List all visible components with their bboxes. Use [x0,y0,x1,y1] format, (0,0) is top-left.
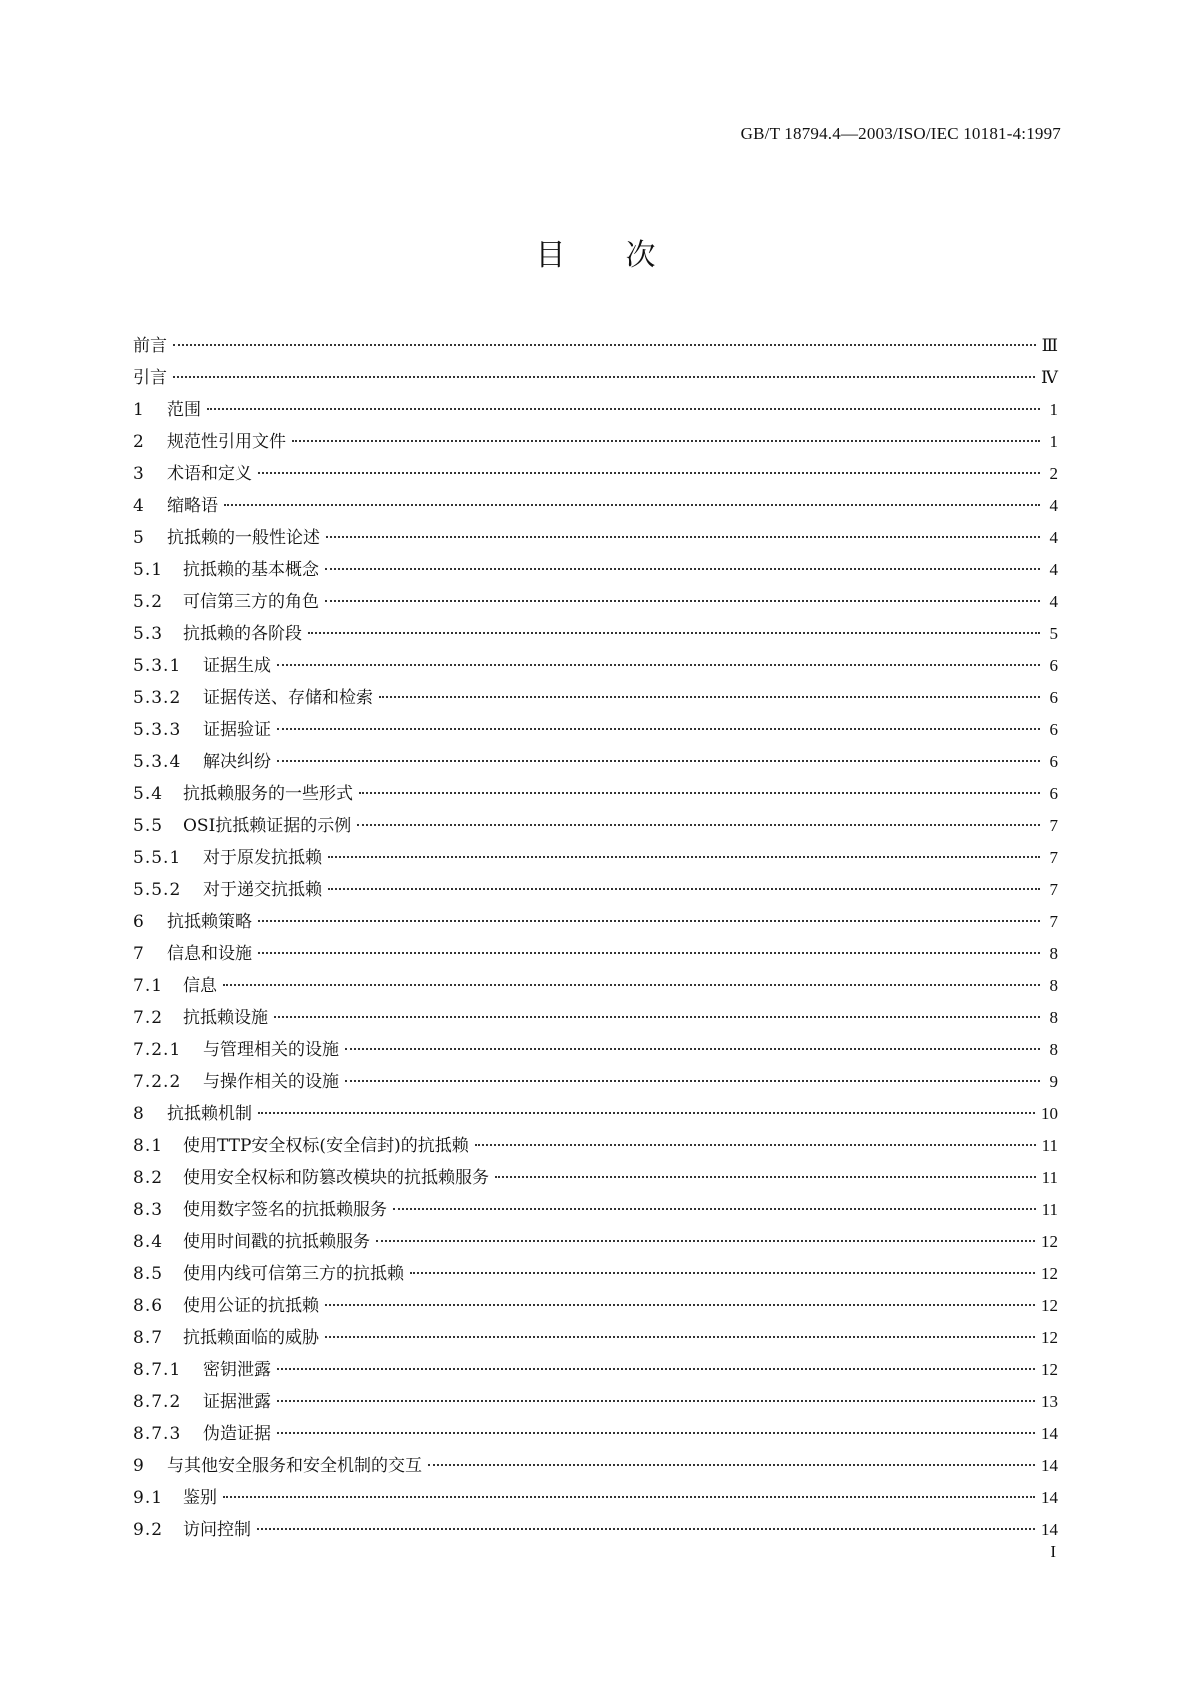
toc-entry-number: 7.2.1 [133,1040,182,1060]
toc-entry-number: 7.1 [133,976,164,996]
toc-dot-leader [379,696,1040,698]
toc-entry-page: 4 [1049,528,1058,547]
toc-entry-page: 12 [1041,1296,1058,1315]
toc-entry[interactable] [133,970,1058,1002]
toc-dot-leader [277,760,1040,762]
toc-entry-page: 8 [1049,976,1058,995]
toc-entry-number: 5.1 [133,560,164,580]
toc-entry-title: 伪造证据 [203,1424,271,1444]
toc-dot-leader [173,376,1035,378]
toc-entry-number: 2 [133,432,145,452]
toc-entry-title: 范围 [167,400,201,420]
toc-entry-title: 与其他安全服务和安全机制的交互 [167,1456,422,1476]
toc-entry-page: 1 [1049,400,1058,419]
toc-dot-leader [277,1432,1035,1434]
toc-entry-page: 14 [1041,1424,1058,1443]
toc-entry-number: 5.4 [133,784,164,804]
toc-entry-title: OSI抗抵赖证据的示例 [183,816,352,836]
toc-entry-number: 5.3 [133,624,164,644]
toc-entry[interactable] [133,490,1058,522]
toc-entry[interactable] [133,1226,1058,1258]
toc-entry[interactable] [133,714,1058,746]
toc-entry[interactable] [133,1162,1058,1194]
toc-entry-title: 信息和设施 [167,944,252,964]
toc-entry[interactable] [133,810,1058,842]
toc-entry-number: 8.7.2 [133,1392,182,1412]
toc-dot-leader [258,1112,1035,1114]
toc-entry[interactable] [133,1098,1058,1130]
toc-dot-leader [376,1240,1035,1242]
toc-entry-title: 鉴别 [183,1488,217,1508]
toc-entry-title: 使用时间戳的抗抵赖服务 [183,1232,370,1252]
toc-entry[interactable] [133,1002,1058,1034]
toc-entry-title: 引言 [133,368,167,388]
toc-entry-title: 证据生成 [203,656,271,676]
toc-entry-page: 12 [1041,1360,1058,1379]
toc-entry-title: 规范性引用文件 [167,432,286,452]
toc-dot-leader [274,1016,1040,1018]
toc-entry-page: 1 [1049,432,1058,451]
toc-entry-title: 使用公证的抗抵赖 [183,1296,319,1316]
toc-entry-title: 使用数字签名的抗抵赖服务 [183,1200,387,1220]
toc-entry-title: 抗抵赖的各阶段 [183,624,302,644]
toc-entry-page: 13 [1041,1392,1058,1411]
toc-entry[interactable] [133,746,1058,778]
toc-entry[interactable] [133,778,1058,810]
toc-entry-title: 解决纠纷 [203,752,271,772]
toc-entry-page: 6 [1049,656,1058,675]
toc-entry-number: 8.5 [133,1264,164,1284]
toc-entry-title: 使用内线可信第三方的抗抵赖 [183,1264,404,1284]
toc-entry-number: 7 [133,944,145,964]
toc-entry[interactable] [133,1354,1058,1386]
toc-entry-page: 6 [1049,688,1058,707]
toc-entry[interactable] [133,1514,1058,1546]
toc-entry-number: 8.7 [133,1328,164,1348]
toc-dot-leader [258,920,1040,922]
toc-dot-leader [277,1368,1035,1370]
toc-entry[interactable] [133,362,1058,394]
toc-entry-number: 8 [133,1104,145,1124]
toc-entry-title: 证据泄露 [203,1392,271,1412]
toc-entry-number: 8.2 [133,1168,164,1188]
toc-dot-leader [207,408,1040,410]
toc-entry-title: 与管理相关的设施 [203,1040,339,1060]
toc-entry[interactable] [133,1258,1058,1290]
toc-dot-leader [277,664,1040,666]
toc-dot-leader [326,536,1040,538]
toc-entry-number: 8.7.3 [133,1424,182,1444]
toc-entry-page: 6 [1049,752,1058,771]
toc-entry-title: 使用TTP安全权标(安全信封)的抗抵赖 [183,1136,469,1156]
toc-dot-leader [359,792,1040,794]
toc-entry-title: 抗抵赖策略 [167,912,252,932]
toc-entry-page: 8 [1049,1008,1058,1027]
toc-entry-page: 9 [1049,1072,1058,1091]
toc-entry[interactable] [133,554,1058,586]
toc-entry-number: 9 [133,1456,145,1476]
toc-dot-leader [495,1176,1036,1178]
toc-entry-page: 11 [1041,1200,1058,1219]
table-of-contents [133,330,1058,1546]
toc-entry-title: 抗抵赖的基本概念 [183,560,319,580]
toc-entry[interactable] [133,938,1058,970]
toc-entry-number: 8.1 [133,1136,164,1156]
document-id: GB/T 18794.4—2003/ISO/IEC 10181-4:1997 [740,124,1061,143]
toc-entry[interactable] [133,618,1058,650]
toc-dot-leader [308,632,1040,634]
toc-dot-leader [223,984,1040,986]
toc-entry-title: 抗抵赖面临的威胁 [183,1328,319,1348]
toc-entry[interactable] [133,1386,1058,1418]
toc-entry[interactable] [133,458,1058,490]
toc-entry[interactable] [133,522,1058,554]
toc-entry-page: 7 [1049,880,1058,899]
toc-dot-leader [393,1208,1036,1210]
toc-entry-number: 7.2.2 [133,1072,182,1092]
toc-entry-number: 5.3.4 [133,752,182,772]
toc-entry-number: 5.5.2 [133,880,182,900]
toc-entry-page: Ⅲ [1041,336,1058,355]
toc-entry-page: 6 [1049,720,1058,739]
toc-entry-number: 5.3.2 [133,688,182,708]
toc-dot-leader [410,1272,1035,1274]
toc-entry[interactable] [133,906,1058,938]
toc-entry-title: 与操作相关的设施 [203,1072,339,1092]
toc-entry-title: 可信第三方的角色 [183,592,319,612]
toc-entry[interactable] [133,1066,1058,1098]
toc-dot-leader [428,1464,1035,1466]
toc-entry-number: 4 [133,496,145,516]
toc-entry-title: 证据验证 [203,720,271,740]
toc-entry-title: 对于递交抗抵赖 [203,880,322,900]
toc-entry-page: 8 [1049,944,1058,963]
toc-entry-page: 12 [1041,1328,1058,1347]
toc-entry-page: Ⅳ [1041,368,1058,387]
toc-entry-title: 访问控制 [183,1520,251,1540]
toc-entry-page: 14 [1041,1520,1058,1539]
toc-dot-leader [223,1496,1035,1498]
toc-dot-leader [325,1336,1035,1338]
toc-entry-title: 对于原发抗抵赖 [203,848,322,868]
toc-entry-title: 前言 [133,336,167,356]
toc-dot-leader [277,1400,1035,1402]
toc-entry-page: 5 [1049,624,1058,643]
toc-entry-number: 5.3.1 [133,656,182,676]
toc-entry-page: 7 [1049,912,1058,931]
toc-entry[interactable] [133,1130,1058,1162]
toc-entry-number: 8.3 [133,1200,164,1220]
toc-entry[interactable] [133,586,1058,618]
toc-entry-number: 5 [133,528,145,548]
toc-entry-number: 6 [133,912,145,932]
toc-dot-leader [357,824,1040,826]
toc-dot-leader [292,440,1040,442]
toc-entry[interactable] [133,1034,1058,1066]
toc-entry-title: 抗抵赖服务的一些形式 [183,784,353,804]
toc-entry-page: 10 [1041,1104,1058,1123]
toc-entry[interactable] [133,426,1058,458]
toc-entry-title: 术语和定义 [167,464,252,484]
toc-dot-leader [325,1304,1035,1306]
toc-entry-number: 5.3.3 [133,720,182,740]
toc-dot-leader [325,568,1040,570]
toc-entry-title: 密钥泄露 [203,1360,271,1380]
toc-entry-title: 抗抵赖设施 [183,1008,268,1028]
toc-entry-page: 7 [1049,848,1058,867]
toc-entry-number: 5.5.1 [133,848,182,868]
toc-entry-page: 11 [1041,1136,1058,1155]
toc-entry-title: 抗抵赖机制 [167,1104,252,1124]
toc-entry-number: 3 [133,464,145,484]
toc-entry-title: 抗抵赖的一般性论述 [167,528,320,548]
toc-entry[interactable] [133,842,1058,874]
toc-entry[interactable] [133,1418,1058,1450]
toc-entry-number: 8.6 [133,1296,164,1316]
toc-entry-page: 2 [1049,464,1058,483]
toc-entry-title: 证据传送、存储和检索 [203,688,373,708]
toc-entry-page: 11 [1041,1168,1058,1187]
page-number: I [1050,1542,1056,1561]
toc-entry-number: 5.5 [133,816,164,836]
toc-dot-leader [258,472,1040,474]
toc-entry-page: 4 [1049,592,1058,611]
toc-entry[interactable] [133,1482,1058,1514]
toc-entry-page: 7 [1049,816,1058,835]
toc-entry[interactable] [133,394,1058,426]
toc-dot-leader [345,1080,1040,1082]
toc-dot-leader [257,1528,1035,1530]
toc-entry-page: 12 [1041,1232,1058,1251]
toc-entry-number: 8.7.1 [133,1360,182,1380]
toc-entry-title: 使用安全权标和防篡改模块的抗抵赖服务 [183,1168,489,1188]
toc-entry-page: 4 [1049,496,1058,515]
toc-entry-page: 4 [1049,560,1058,579]
toc-entry[interactable] [133,1290,1058,1322]
toc-entry[interactable] [133,330,1058,362]
toc-dot-leader [345,1048,1040,1050]
toc-dot-leader [325,600,1040,602]
toc-entry-number: 5.2 [133,592,164,612]
toc-dot-leader [328,888,1040,890]
toc-entry-number: 9.2 [133,1520,164,1540]
toc-entry-number: 7.2 [133,1008,164,1028]
toc-entry-page: 6 [1049,784,1058,803]
toc-entry-number: 9.1 [133,1488,164,1508]
toc-dot-leader [224,504,1040,506]
toc-dot-leader [475,1144,1036,1146]
toc-dot-leader [173,344,1036,346]
toc-dot-leader [258,952,1040,954]
toc-entry-title: 缩略语 [167,496,218,516]
toc-entry[interactable] [133,1194,1058,1226]
page-title: 目 次 [535,238,656,273]
toc-dot-leader [277,728,1040,730]
toc-entry[interactable] [133,1322,1058,1354]
toc-entry[interactable] [133,1450,1058,1482]
toc-entry-page: 14 [1041,1488,1058,1507]
toc-entry[interactable] [133,650,1058,682]
toc-entry-title: 信息 [183,976,217,996]
toc-entry[interactable] [133,682,1058,714]
toc-entry-number: 1 [133,400,145,420]
toc-entry-number: 8.4 [133,1232,164,1252]
toc-entry[interactable] [133,874,1058,906]
toc-entry-page: 12 [1041,1264,1058,1283]
toc-entry-page: 14 [1041,1456,1058,1475]
toc-entry-page: 8 [1049,1040,1058,1059]
toc-dot-leader [328,856,1040,858]
